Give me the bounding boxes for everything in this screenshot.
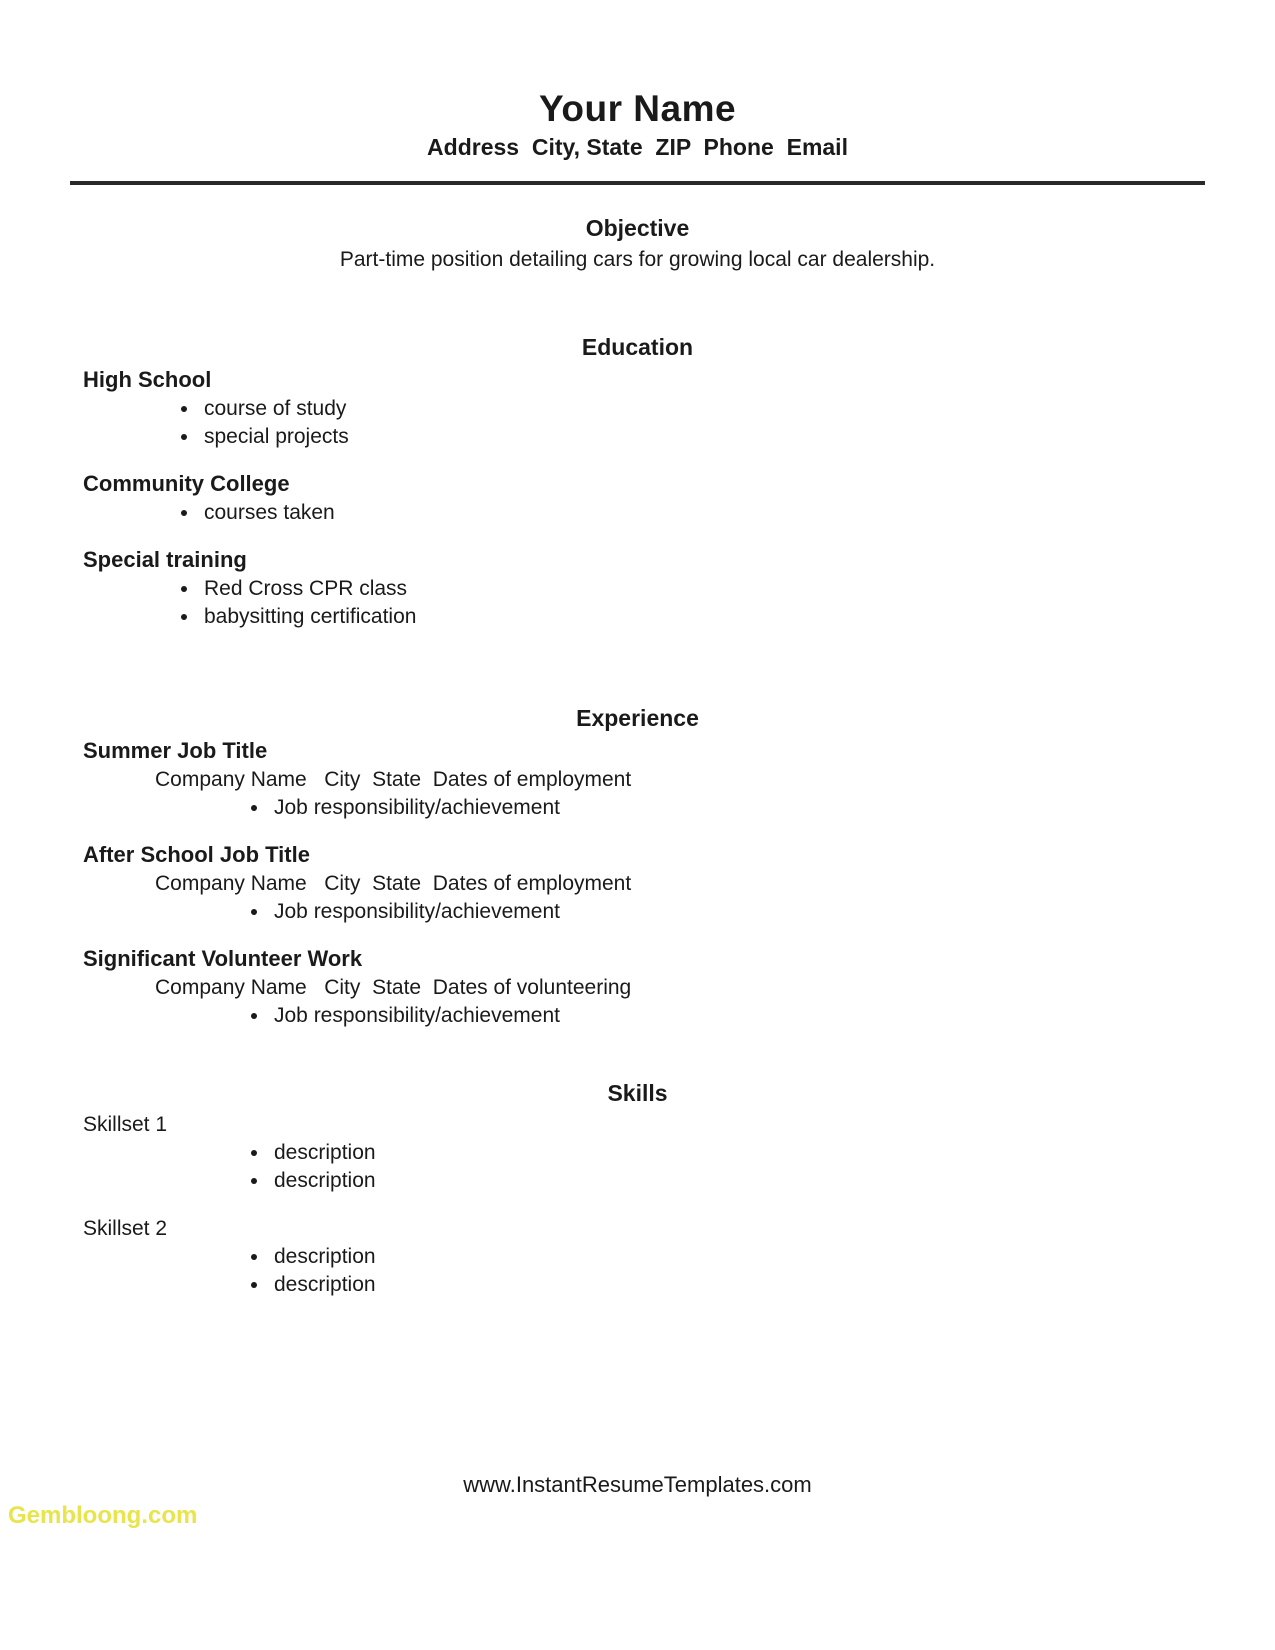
list-item: • description — [270, 1245, 1205, 1269]
list-item: • babysitting certification — [200, 605, 1205, 629]
education-list — [70, 397, 1205, 449]
education-heading: Education — [581, 334, 694, 360]
section-spacer — [70, 635, 1205, 705]
list-item: • Job responsibility/achievement — [270, 900, 1205, 924]
experience-list — [70, 900, 1205, 924]
list-item: • courses taken — [200, 501, 1205, 525]
contact-line: Address City, State ZIP Phone Email — [427, 134, 848, 160]
page-title: Your Name — [538, 88, 737, 129]
list-item: • description — [270, 1141, 1205, 1165]
section-spacer — [70, 1034, 1205, 1080]
skills-heading: Skills — [607, 1080, 668, 1106]
header-divider — [70, 181, 1205, 185]
education-section-title: Special training — [83, 547, 247, 572]
experience-entry-title: Summer Job Title — [83, 738, 268, 763]
objective-heading: Objective — [585, 215, 690, 241]
list-item: • special projects — [200, 425, 1205, 449]
experience-entry-meta: Company Name City State Dates of volunteering — [155, 976, 632, 999]
education-section-title: High School — [83, 367, 212, 392]
skills-list — [70, 1141, 1205, 1193]
list-item: • description — [270, 1273, 1205, 1297]
skills-list — [70, 1245, 1205, 1297]
watermark: Gembloong.com — [8, 1502, 198, 1529]
experience-entry-meta: Company Name City State Dates of employment — [155, 768, 632, 791]
experience-heading: Experience — [576, 705, 699, 731]
experience-list — [70, 1004, 1205, 1028]
list-item: • Red Cross CPR class — [200, 577, 1205, 601]
experience-entry-title: Significant Volunteer Work — [83, 946, 363, 971]
skills-group-title: Skillset 2 — [83, 1217, 168, 1240]
list-item: • description — [270, 1169, 1205, 1193]
experience-entry-title: After School Job Title — [83, 842, 310, 867]
education-section-title: Community College — [83, 471, 290, 496]
list-item: • Job responsibility/achievement — [270, 796, 1205, 820]
education-list — [70, 577, 1205, 629]
list-item: • course of study — [200, 397, 1205, 421]
resume-content — [70, 0, 1205, 1303]
experience-entry-meta: Company Name City State Dates of employment — [155, 872, 632, 895]
skills-group-title: Skillset 1 — [83, 1113, 168, 1136]
objective-text: Part-time position detailing cars for growing local car dealership. — [339, 248, 936, 271]
experience-list — [70, 796, 1205, 820]
education-list — [70, 501, 1205, 525]
footer-url: www.InstantResumeTemplates.com — [463, 1472, 812, 1497]
list-item: • Job responsibility/achievement — [270, 1004, 1205, 1028]
